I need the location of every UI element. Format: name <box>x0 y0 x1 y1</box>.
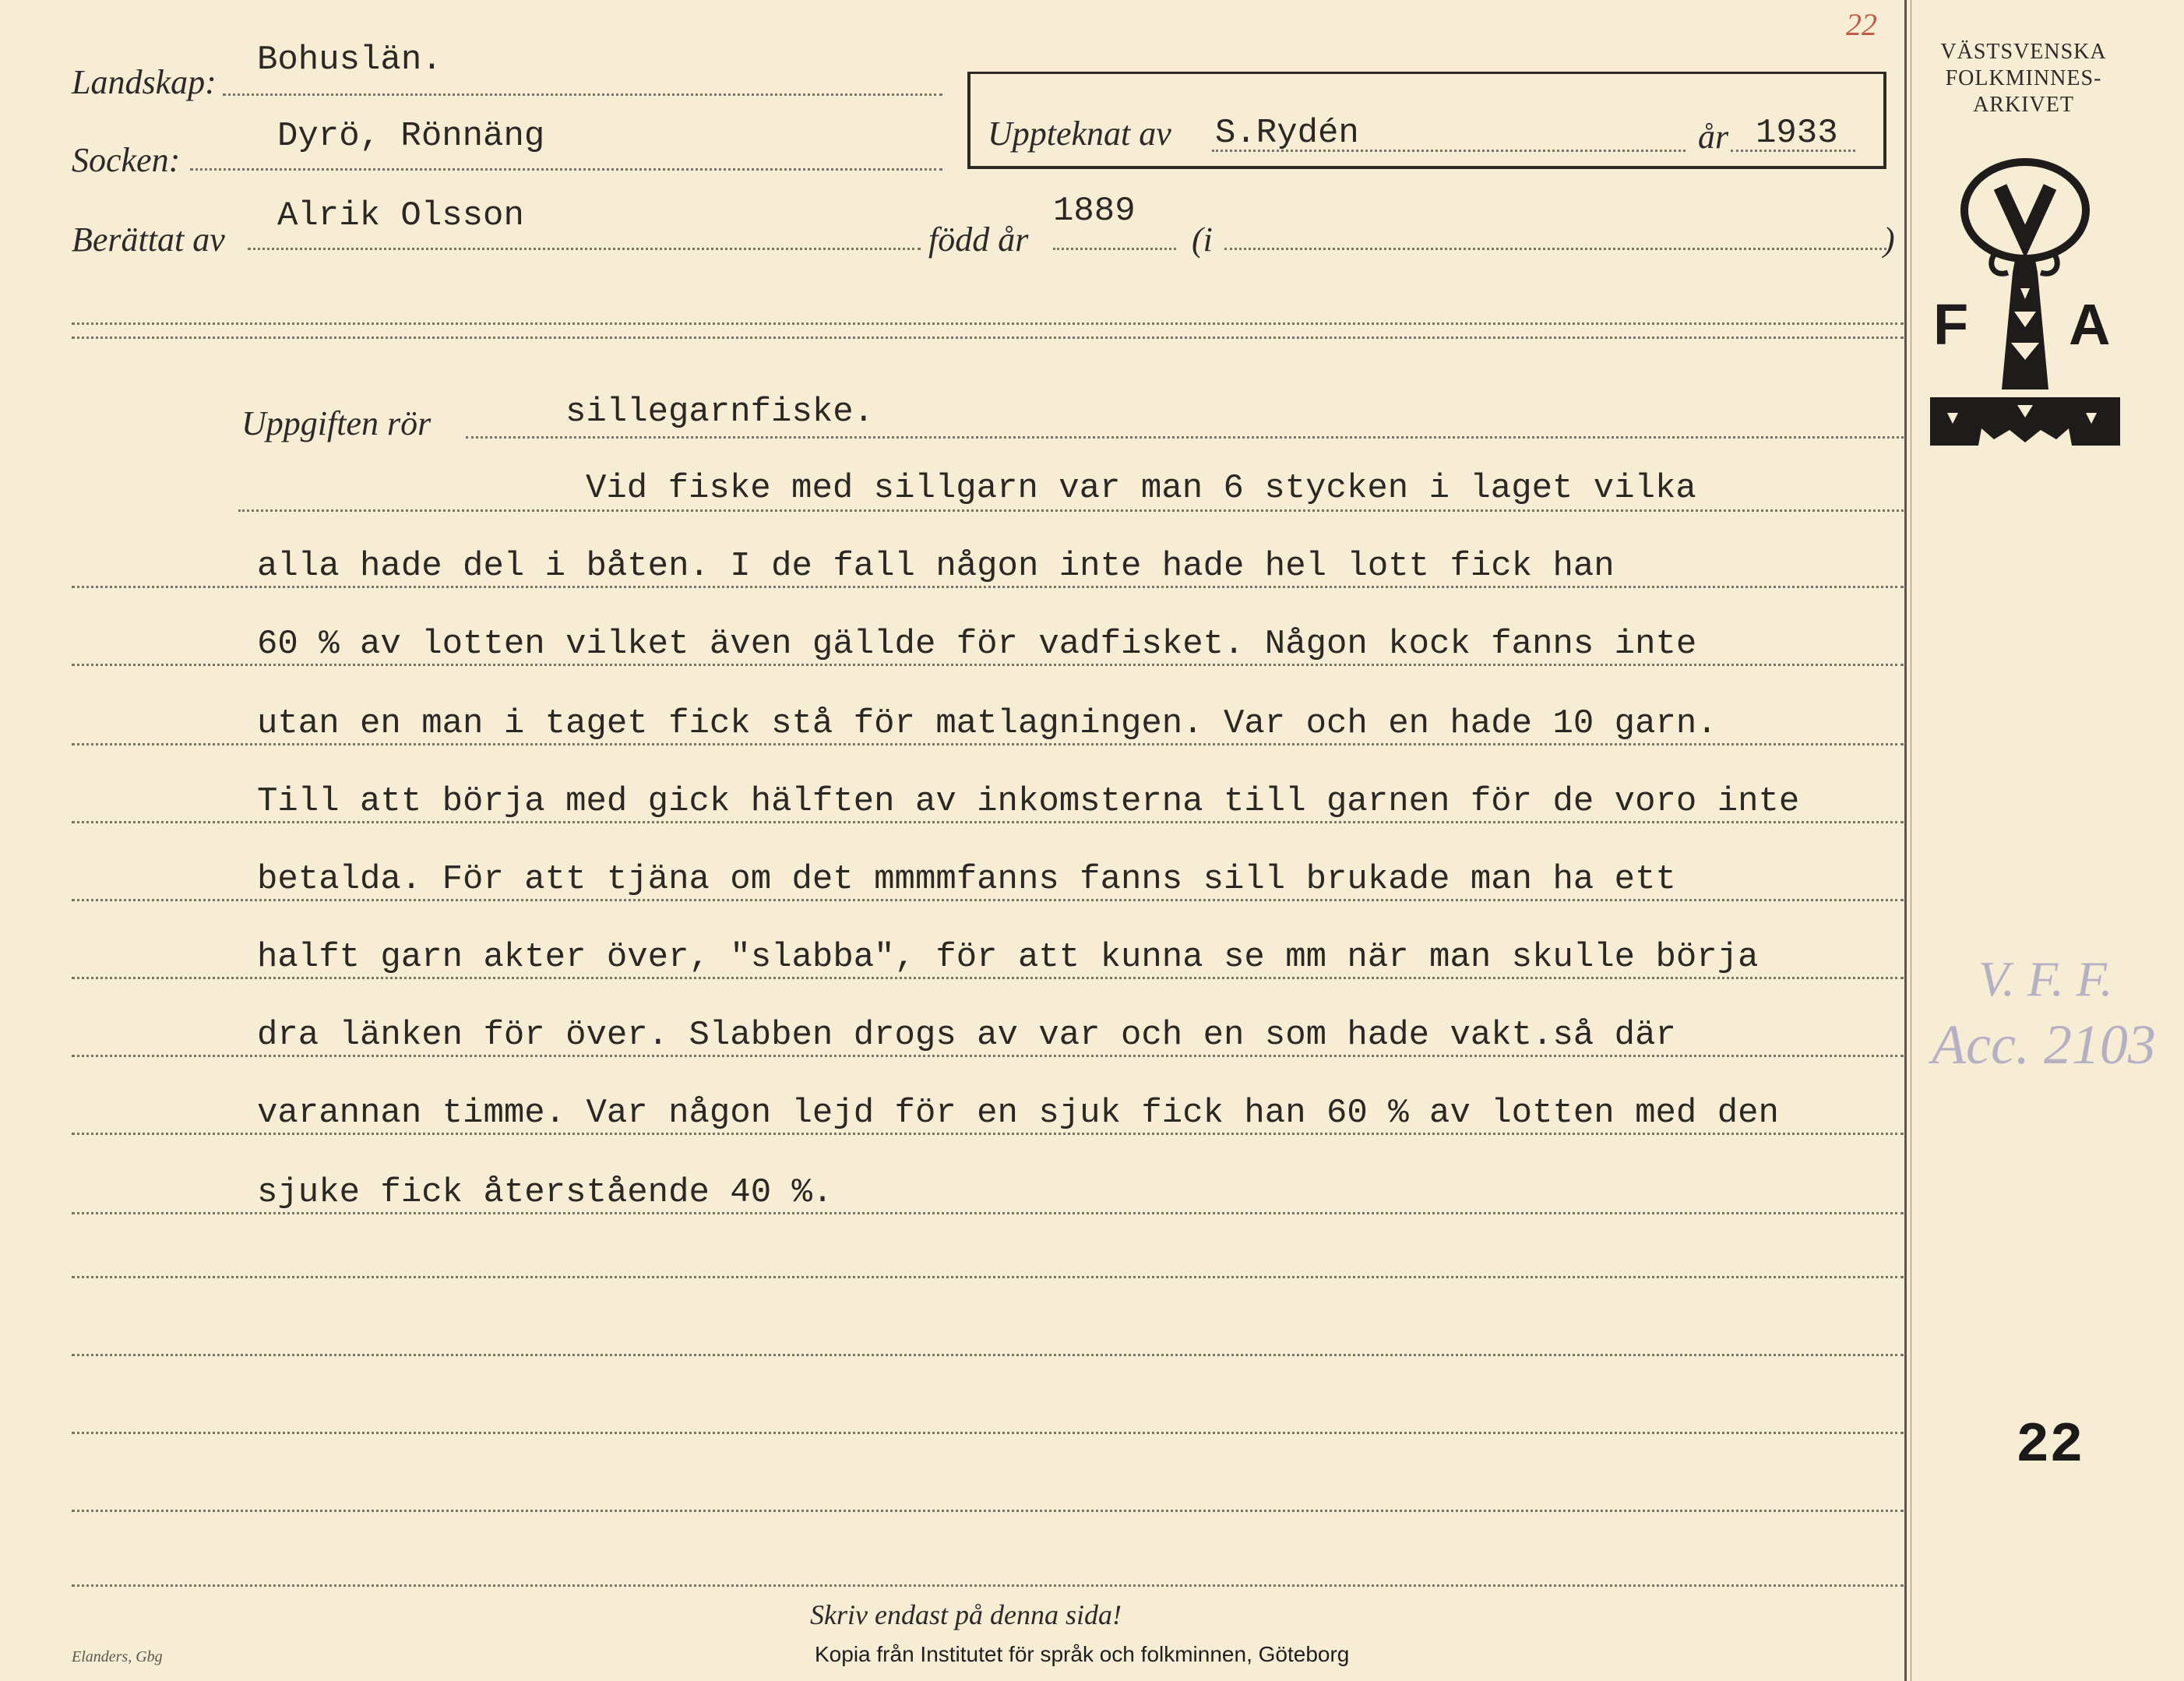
rule-3 <box>72 664 1904 666</box>
rule-7 <box>72 977 1904 979</box>
upptecknat-label: Uppteknat av <box>988 115 1171 153</box>
logo-letter-f: F <box>1933 292 1969 357</box>
uppgiften-line <box>466 436 1904 439</box>
page-number: 22 <box>2016 1414 2084 1478</box>
rule-8 <box>72 1055 1904 1057</box>
rule-9 <box>72 1133 1904 1135</box>
socken-label: Socken: <box>72 141 181 179</box>
stamp-line1: V. F. F. <box>1978 951 2113 1006</box>
rule-11 <box>72 1276 1904 1278</box>
rule-4 <box>72 743 1904 745</box>
body-line-5: Till att börja med gick hälften av inkomsterna till garnen för de voro inte <box>257 782 1800 821</box>
header-rule-1 <box>72 322 1904 325</box>
archive-header <box>1930 39 2117 118</box>
i-line <box>1224 248 1886 250</box>
printer-mark: Elanders, Gbg <box>72 1648 163 1665</box>
archive-line2: FOLKMINNES- <box>1945 66 2102 90</box>
fodd-line <box>1053 248 1176 250</box>
upptecknat-value: S.Rydén <box>1215 114 1359 153</box>
ar-value: 1933 <box>1756 114 1838 153</box>
berattat-label: Berättat av <box>72 220 225 259</box>
berattat-value: Alrik Olsson <box>277 196 524 235</box>
body-line-4: utan en man i taget fick stå för matlagningen. Var och en hade 10 garn. <box>257 704 1717 743</box>
rule-2 <box>72 586 1904 588</box>
body-line-8: dra länken för över. Slabben drogs av var och en som hade vakt.så där <box>257 1016 1676 1055</box>
copy-notice: Kopia från Institutet för språk och folkminnen, Göteborg <box>815 1642 1350 1666</box>
body-line-2: alla hade del i båten. I de fall någon inte hade hel lott fick han <box>257 547 1615 586</box>
rule-14 <box>72 1510 1904 1512</box>
berattat-line <box>248 248 921 250</box>
body-line-9: varannan timme. Var någon lejd för en sjuk fick han 60 % av lotten med den <box>257 1094 1779 1133</box>
rule-13 <box>72 1432 1904 1434</box>
landskap-label: Landskap: <box>72 63 217 101</box>
rule-10 <box>72 1212 1904 1214</box>
body-line-3: 60 % av lotten vilket även gällde för vadfisket. Någon kock fanns inte <box>257 625 1697 664</box>
fodd-label: född år <box>928 220 1029 259</box>
archive-line1: VÄSTSVENSKA <box>1940 40 2107 64</box>
landskap-line <box>223 93 942 96</box>
uppgiften-value: sillegarnfiske. <box>565 393 875 432</box>
socken-line <box>190 168 942 171</box>
rule-12 <box>72 1354 1904 1356</box>
rule-15 <box>72 1584 1904 1587</box>
i-open: (i <box>1192 220 1213 259</box>
margin-line <box>1904 0 1907 1681</box>
i-close: ) <box>1883 220 1895 259</box>
ar-line <box>1731 150 1855 152</box>
rule-5 <box>72 821 1904 823</box>
ar-label: år <box>1698 118 1729 156</box>
footer-note: Skriv endast på denna sida! <box>810 1599 1122 1630</box>
vfa-logo-icon <box>1924 156 2126 452</box>
fodd-value: 1889 <box>1053 192 1136 231</box>
stamp-line2: Acc. 2103 <box>1932 1013 2156 1076</box>
rule-6 <box>72 899 1904 901</box>
uppgiften-label: Uppgiften rör <box>241 404 432 442</box>
archive-line3: ARKIVET <box>1973 93 2074 117</box>
landskap-value: Bohuslän. <box>257 41 442 79</box>
header-rule-2 <box>72 337 1904 339</box>
body-line-1: Vid fiske med sillgarn var man 6 stycken i laget vilka <box>586 469 1696 508</box>
rule-1 <box>238 509 1904 512</box>
body-line-10: sjuke fick återstående 40 %. <box>257 1173 833 1212</box>
body-line-7: halft garn akter över, "slabba", för att kunna se mm när man skulle börja <box>257 938 1759 977</box>
corner-number: 22 <box>1846 7 1877 42</box>
logo-letter-a: A <box>2069 292 2111 357</box>
socken-value: Dyrö, Rönnäng <box>277 117 545 156</box>
body-line-6: betalda. För att tjäna om det mmmmfanns fanns sill brukade man ha ett <box>257 860 1676 899</box>
upptecknat-line <box>1212 150 1686 152</box>
